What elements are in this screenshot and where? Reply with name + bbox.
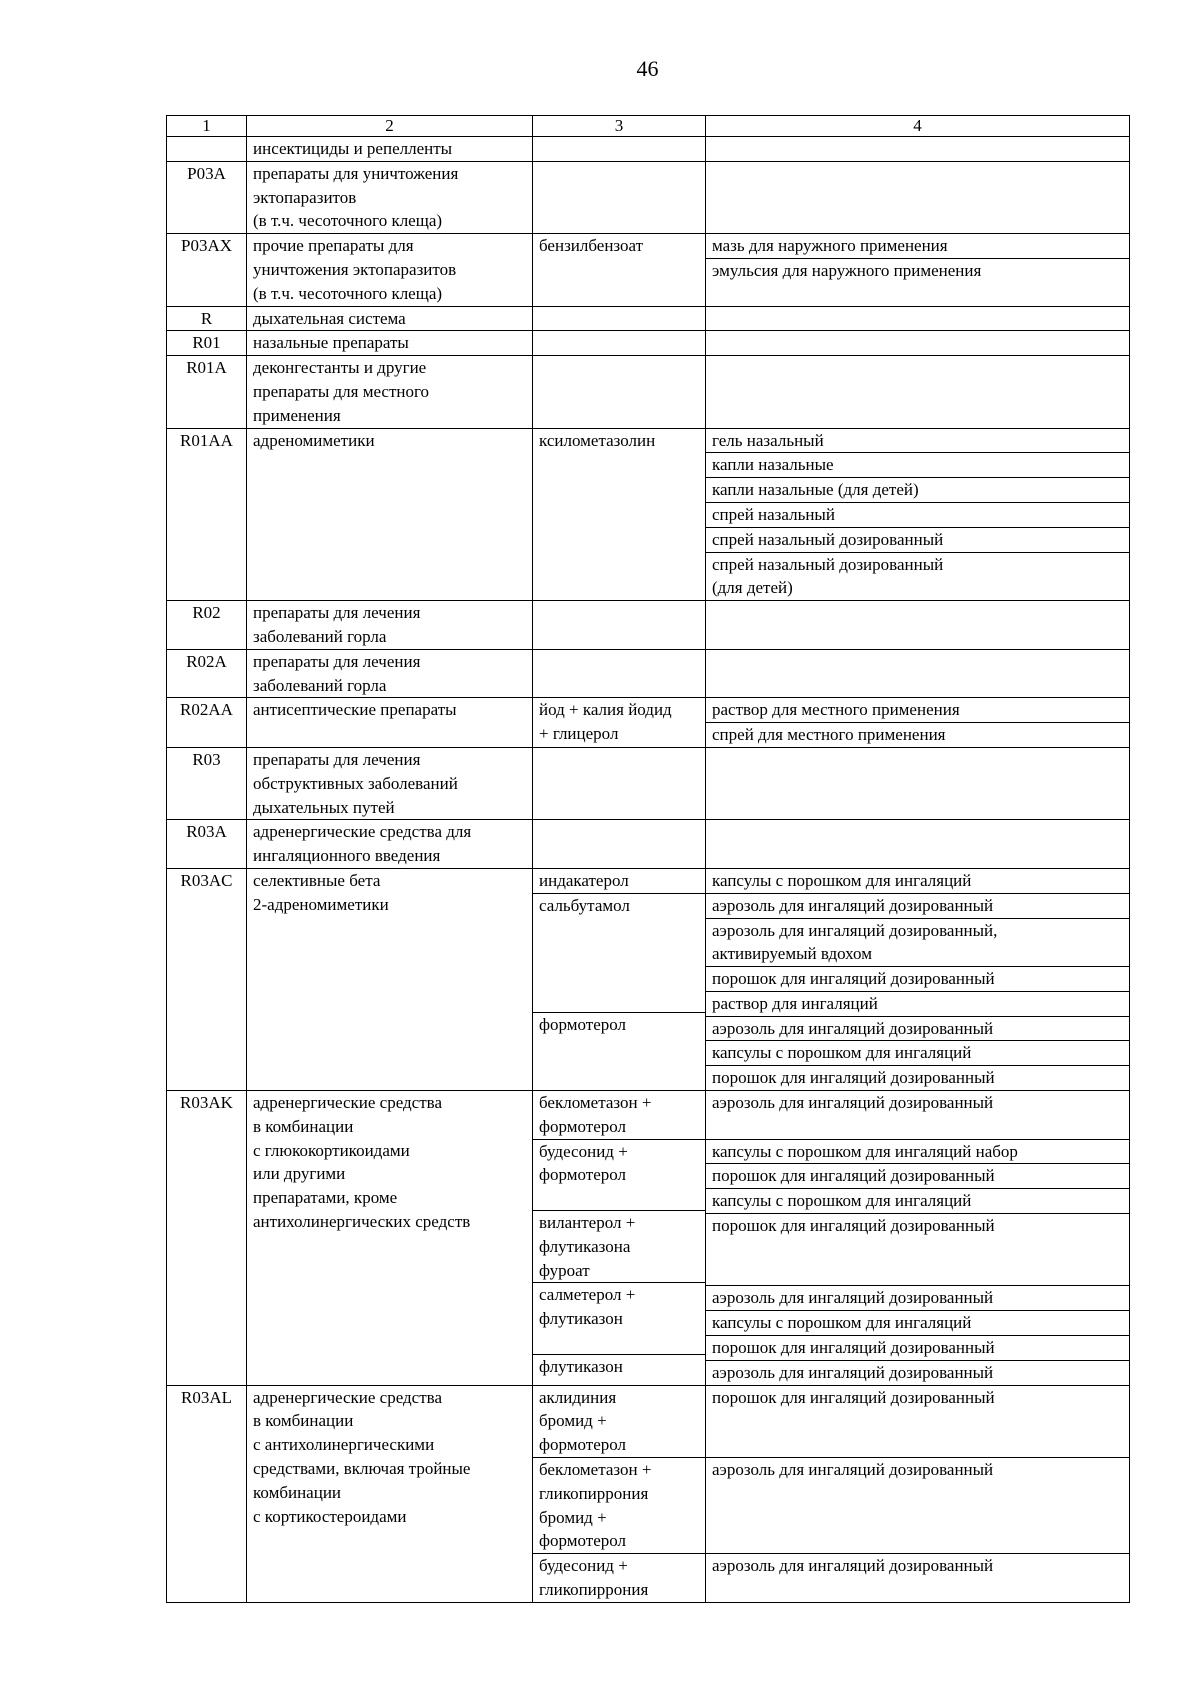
- dosage-form-group: [706, 1091, 1129, 1139]
- header-cell-1: 1: [167, 116, 247, 137]
- table-row: [167, 234, 1130, 306]
- dosage-forms-cell: [706, 649, 1130, 698]
- dosage-form: капли назальные: [706, 452, 1129, 477]
- drug-name-cell: [533, 137, 706, 162]
- drug-name-cell: [533, 161, 706, 233]
- table-row: [167, 1091, 1130, 1386]
- group-name-cell: адреномиметики: [247, 428, 533, 601]
- drug-name: вилантерол + флутиказона фуроат: [533, 1210, 705, 1282]
- drug-name-cell: [533, 1091, 706, 1386]
- dosage-forms-cell: [706, 868, 1130, 1090]
- dosage-form: порошок для ингаляций дозированный: [706, 1163, 1129, 1188]
- group-name-cell: прочие препараты для уничтожения эктопаразитов (в т.ч. чесоточного клеща): [247, 234, 533, 306]
- drug-name: йод + калия йодид + глицерол: [539, 700, 672, 744]
- drug-name-cell: [533, 868, 706, 1090]
- drug-name-cell: [533, 356, 706, 428]
- dosage-form: спрей для местного применения: [706, 722, 1129, 747]
- group-name-cell: адренергические средства в комбинации с глюкокортикоидами или другими препаратами, кроме антихолинергических средств: [247, 1091, 533, 1386]
- atc-code-cell: R03A: [167, 820, 247, 869]
- dosage-form-group: [706, 1016, 1129, 1090]
- group-name-cell: деконгестанты и другие препараты для местного применения: [247, 356, 533, 428]
- page-number: 46: [636, 56, 659, 81]
- table-row: [167, 331, 1130, 356]
- atc-code-cell: [167, 137, 247, 162]
- header-cell-2: 2: [247, 116, 533, 137]
- header-cell-4: 4: [706, 116, 1130, 137]
- drug-name-cell: [533, 306, 706, 331]
- drug-name-cell: [533, 428, 706, 601]
- dosage-form: аэрозоль для ингаляций дозированный: [712, 1288, 994, 1308]
- dosage-form: раствор для местного применения: [712, 700, 960, 720]
- dosage-forms-cell: [706, 1091, 1130, 1386]
- group-name-cell: инсектициды и репелленты: [247, 137, 533, 162]
- dosage-form: спрей назальный дозированный: [706, 527, 1129, 552]
- dosage-form-group: [706, 1457, 1129, 1553]
- table-row: [167, 868, 1130, 1090]
- drug-name-cell: [533, 698, 706, 748]
- group-name-cell: адренергические средства в комбинации с антихолинергическими средствами, включая тройные комбинации с кортикостероидами: [247, 1385, 533, 1602]
- drug-name: беклометазон + формотерол: [539, 1093, 652, 1136]
- dosage-forms-cell: [706, 601, 1130, 650]
- table-row: [167, 698, 1130, 748]
- dosage-forms-cell: [706, 161, 1130, 233]
- dosage-form: капли назальные (для детей): [706, 477, 1129, 502]
- atc-code-cell: R03: [167, 747, 247, 819]
- dosage-form: аэрозоль для ингаляций дозированный: [712, 1093, 994, 1113]
- group-name-cell: антисептические препараты: [247, 698, 533, 748]
- table-row: [167, 649, 1130, 698]
- dosage-form: капсулы с порошком для ингаляций: [706, 1040, 1129, 1065]
- dosage-form: капсулы с порошком для ингаляций: [706, 1188, 1129, 1213]
- group-name-cell: адренергические средства для ингаляционного введения: [247, 820, 533, 869]
- dosage-form-group: [706, 1213, 1129, 1285]
- group-name-cell: назальные препараты: [247, 331, 533, 356]
- dosage-form: порошок для ингаляций дозированный: [706, 1065, 1129, 1090]
- dosage-form-group: [706, 893, 1129, 1016]
- atc-code-cell: R03AL: [167, 1385, 247, 1602]
- table-row: [167, 306, 1130, 331]
- atc-code-cell: R01: [167, 331, 247, 356]
- dosage-forms-cell: [706, 820, 1130, 869]
- drug-name-cell: [533, 601, 706, 650]
- group-name-cell: препараты для лечения заболеваний горла: [247, 649, 533, 698]
- dosage-form-group: [706, 869, 1129, 893]
- dosage-form-group: [706, 1285, 1129, 1359]
- table-row: [167, 820, 1130, 869]
- drug-name-cell: [533, 820, 706, 869]
- dosage-form: аэрозоль для ингаляций дозированный: [712, 1362, 994, 1382]
- table-row: [167, 747, 1130, 819]
- dosage-forms-cell: [706, 698, 1130, 748]
- dosage-form: капсулы с порошком для ингаляций набор: [712, 1141, 1018, 1161]
- drug-name: аклидиния бромид + формотерол: [539, 1387, 627, 1455]
- drug-name: флутиказон: [533, 1354, 705, 1379]
- dosage-forms-cell: [706, 1385, 1130, 1602]
- drug-name-cell: [533, 649, 706, 698]
- dosage-form-group: [706, 234, 1129, 283]
- dosage-form: спрей назальный: [706, 502, 1129, 527]
- dosage-form: мазь для наружного применения: [712, 236, 948, 256]
- dosage-forms-cell: [706, 137, 1130, 162]
- atc-code-cell: P03A: [167, 161, 247, 233]
- drug-name: беклометазон + гликопиррония бромид + формотерол: [533, 1457, 705, 1553]
- table-row: [167, 356, 1130, 428]
- table-row: [167, 428, 1130, 601]
- dosage-forms-cell: [706, 331, 1130, 356]
- dosage-form: аэрозоль для ингаляций дозированный, активируемый вдохом: [706, 918, 1129, 967]
- drug-name: ксилометазолин: [539, 430, 656, 450]
- drug-name-cell: [533, 331, 706, 356]
- drug-table-body: [167, 116, 1130, 1603]
- group-name-cell: дыхательная система: [247, 306, 533, 331]
- dosage-forms-cell: [706, 356, 1130, 428]
- dosage-form: спрей назальный дозированный (для детей): [706, 552, 1129, 601]
- drug-name: будесонид + гликопиррония: [533, 1553, 705, 1602]
- drug-name: сальбутамол: [533, 893, 705, 1012]
- dosage-form: аэрозоль для ингаляций дозированный: [712, 1018, 994, 1038]
- atc-code-cell: R03AK: [167, 1091, 247, 1386]
- atc-code-cell: R03AC: [167, 868, 247, 1090]
- dosage-form-group: [706, 429, 1129, 601]
- dosage-forms-cell: [706, 306, 1130, 331]
- table-row: [167, 601, 1130, 650]
- atc-code-cell: P03AX: [167, 234, 247, 306]
- table-header-row: [167, 116, 1130, 137]
- drug-name: индакатерол: [539, 870, 629, 890]
- dosage-form-group: [706, 1139, 1129, 1213]
- drug-name-cell: [533, 747, 706, 819]
- atc-code-cell: R02A: [167, 649, 247, 698]
- atc-code-cell: R01A: [167, 356, 247, 428]
- drug-name-cell: [533, 1385, 706, 1602]
- group-name-cell: селективные бета 2-адреномиметики: [247, 868, 533, 1090]
- dosage-form: гель назальный: [712, 430, 824, 450]
- group-name-cell: препараты для лечения обструктивных заболеваний дыхательных путей: [247, 747, 533, 819]
- atc-code-cell: R02: [167, 601, 247, 650]
- dosage-forms-cell: [706, 747, 1130, 819]
- dosage-form: эмульсия для наружного применения: [706, 258, 1129, 283]
- atc-code-cell: R02AA: [167, 698, 247, 748]
- dosage-form: аэрозоль для ингаляций дозированный: [712, 1556, 994, 1576]
- dosage-form: аэрозоль для ингаляций дозированный: [712, 1460, 994, 1480]
- dosage-form: порошок для ингаляций дозированный: [706, 966, 1129, 991]
- dosage-form: порошок для ингаляций дозированный: [706, 1335, 1129, 1360]
- group-name-cell: препараты для лечения заболеваний горла: [247, 601, 533, 650]
- group-name-cell: препараты для уничтожения эктопаразитов (в т.ч. чесоточного клеща): [247, 161, 533, 233]
- drug-name-cell: [533, 234, 706, 306]
- dosage-forms-cell: [706, 234, 1130, 306]
- drug-name: салметерол + флутиказон: [533, 1282, 705, 1353]
- dosage-form: порошок для ингаляций дозированный: [712, 1216, 995, 1236]
- drug-name: будесонид + формотерол: [533, 1139, 705, 1210]
- dosage-form-group: [706, 1386, 1129, 1457]
- dosage-form: раствор для ингаляций: [706, 991, 1129, 1016]
- drug-table: [166, 115, 1130, 1603]
- table-row: [167, 137, 1130, 162]
- table-row: [167, 161, 1130, 233]
- drug-name: формотерол: [533, 1012, 705, 1083]
- drug-name: бензилбензоат: [539, 236, 644, 256]
- table-row: [167, 1385, 1130, 1602]
- header-cell-3: 3: [533, 116, 706, 137]
- atc-code-cell: R: [167, 306, 247, 331]
- dosage-forms-cell: [706, 428, 1130, 601]
- dosage-form: порошок для ингаляций дозированный: [712, 1387, 995, 1407]
- dosage-form-group: [706, 1553, 1129, 1602]
- dosage-form-group: [706, 698, 1129, 747]
- dosage-form-group: [706, 1360, 1129, 1385]
- dosage-form: капсулы с порошком для ингаляций: [712, 870, 972, 890]
- dosage-form: аэрозоль для ингаляций дозированный: [712, 895, 994, 915]
- atc-code-cell: R01AA: [167, 428, 247, 601]
- dosage-form: капсулы с порошком для ингаляций: [706, 1310, 1129, 1335]
